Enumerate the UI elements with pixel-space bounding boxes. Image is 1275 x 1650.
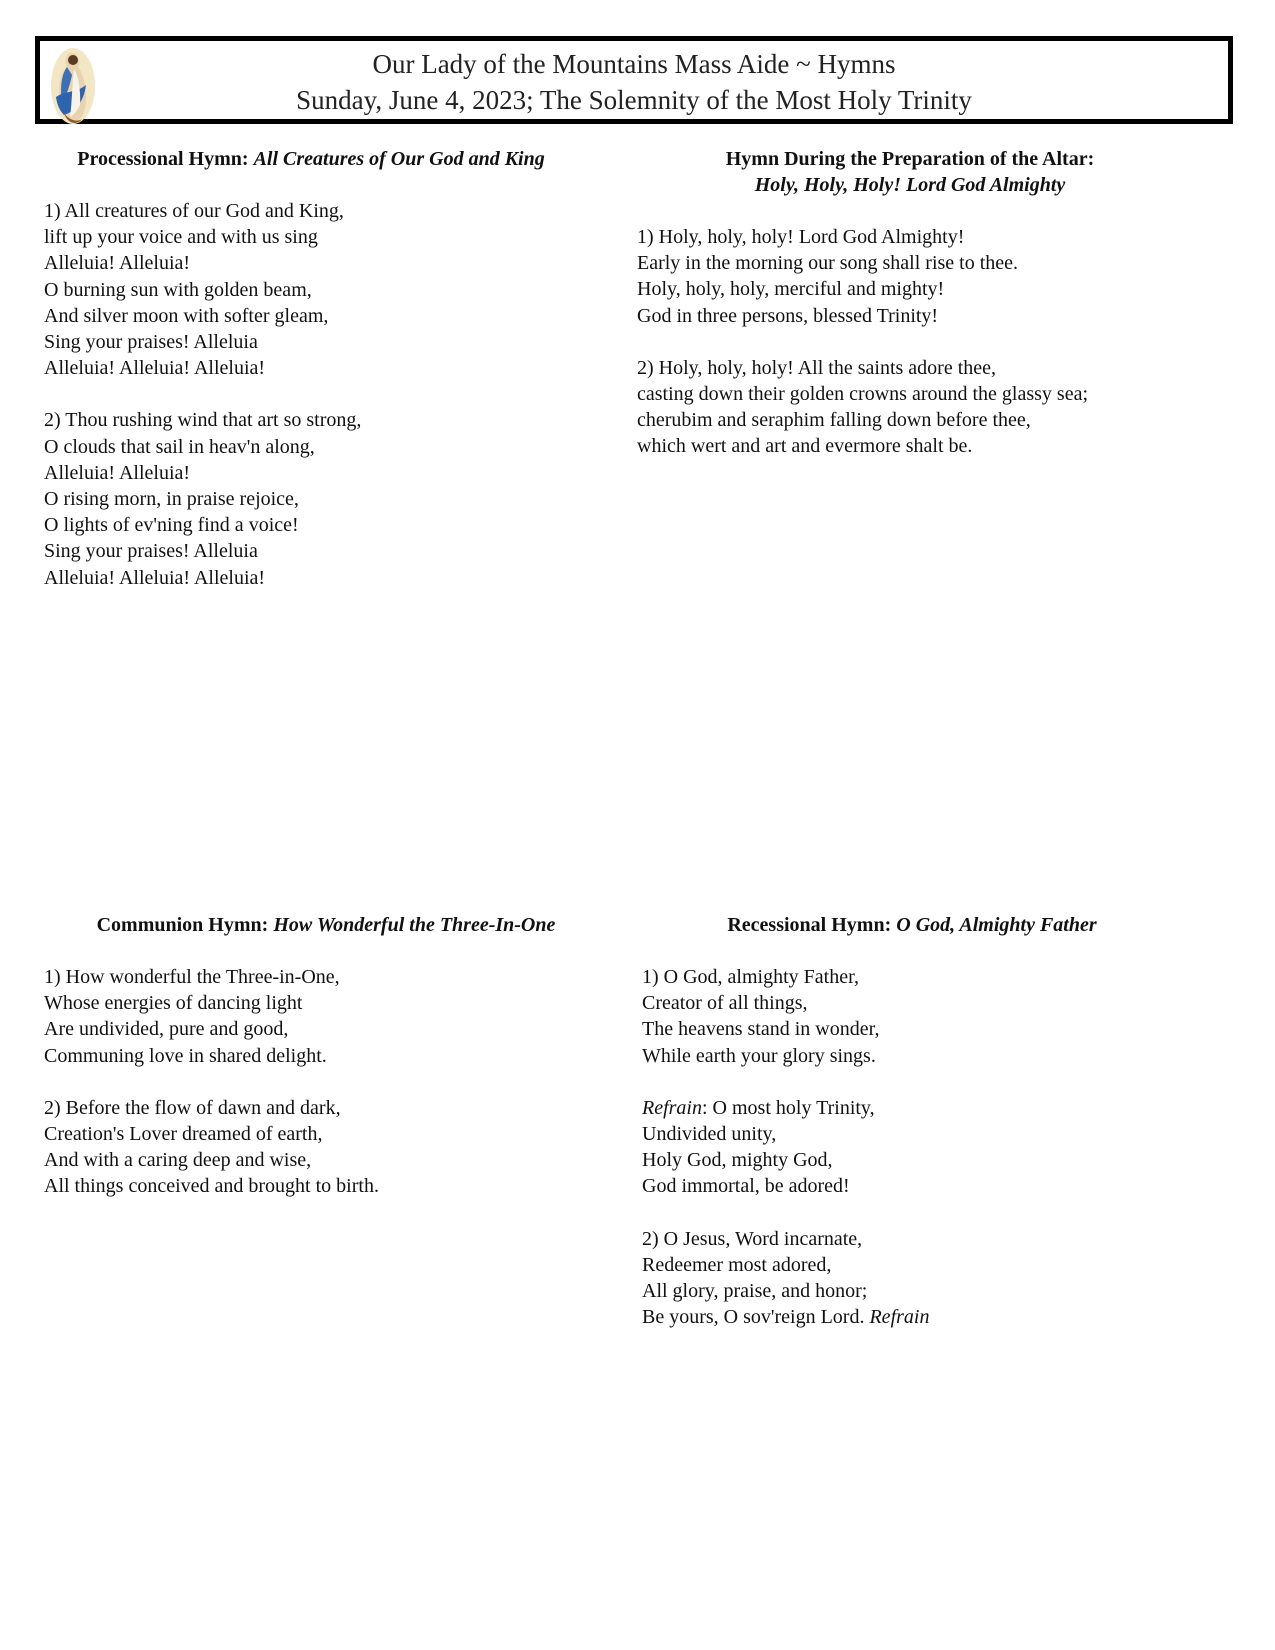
verse-line: 1) All creatures of our God and King, xyxy=(44,200,344,222)
communion-verse-1 xyxy=(44,964,604,1069)
verse-line: 2) Holy, holy, holy! All the saints adore thee, xyxy=(637,356,997,379)
preparation-verses xyxy=(637,224,1217,460)
verse-line: Creation's Lover dreamed of earth, xyxy=(44,1123,323,1146)
verse-line: lift up your voice and with us sing xyxy=(44,226,318,249)
preparation-hymn xyxy=(637,146,1217,460)
verse-line: Sing your praises! Alleluia xyxy=(44,331,258,354)
verse-line: 2) O Jesus, Word incarnate, xyxy=(642,1227,863,1250)
header-date: Sunday, June 4, 2023; The Solemnity of the Most Holy Trinity xyxy=(296,85,972,115)
processional-hymn-name: All Creatures of Our God and King xyxy=(253,148,545,170)
verse-line: All things conceived and brought to birth. xyxy=(44,1175,379,1198)
verse2-last-text: Be yours, O sov'reign Lord. xyxy=(642,1306,870,1329)
verse-line: Sing your praises! Alleluia xyxy=(44,540,258,563)
verse-line: O burning sun with golden beam, xyxy=(44,278,312,301)
processional-verse-1 xyxy=(44,198,564,381)
verse-line: Alleluia! Alleluia! xyxy=(44,252,191,275)
verse-line: O lights of ev'ning find a voice! xyxy=(44,514,299,537)
refrain-label: Refrain xyxy=(642,1096,702,1119)
verse-line: Communing love in shared delight. xyxy=(44,1044,327,1067)
verse-line: 1) Holy, holy, holy! Lord God Almighty! xyxy=(637,226,965,248)
refrain-first-text: : O most holy Trinity, xyxy=(702,1096,875,1119)
verse-line: While earth your glory sings. xyxy=(642,1044,876,1067)
communion-hymn-name: How Wonderful the Three-In-One xyxy=(273,914,556,936)
verse-line: Undivided unity, xyxy=(642,1123,777,1146)
verse-line: God immortal, be adored! xyxy=(642,1175,850,1198)
verse-line: The heavens stand in wonder, xyxy=(642,1018,880,1041)
communion-verse-2 xyxy=(44,1095,604,1200)
processional-verse-2 xyxy=(44,407,564,590)
preparation-verse-2 xyxy=(637,355,1217,460)
recessional-verse-1 xyxy=(642,964,1222,1069)
recessional-refrain xyxy=(642,1095,1222,1200)
verse-line: cherubim and seraphim falling down before thee, xyxy=(637,409,1031,432)
verse-line: Redeemer most adored, xyxy=(642,1253,832,1276)
verse-line: Alleluia! Alleluia! Alleluia! xyxy=(44,357,266,380)
header-box xyxy=(35,36,1233,124)
verse-line: Holy God, mighty God, xyxy=(642,1149,833,1172)
verse-line: And silver moon with softer gleam, xyxy=(44,304,329,327)
recessional-verses xyxy=(642,964,1222,1330)
recessional-label: Recessional Hymn: xyxy=(727,914,892,936)
verse-line: God in three persons, blessed Trinity! xyxy=(637,304,939,327)
verse-line: Holy, holy, holy, merciful and mighty! xyxy=(637,278,945,301)
recessional-verse-2 xyxy=(642,1226,1222,1331)
verse-line: And with a caring deep and wise, xyxy=(44,1149,312,1172)
verse-line: All glory, praise, and honor; xyxy=(642,1280,868,1303)
preparation-verse-1 xyxy=(637,224,1217,329)
verse-line: Creator of all things, xyxy=(642,992,808,1015)
communion-title xyxy=(44,912,596,938)
processional-label: Processional Hymn: xyxy=(77,148,249,170)
preparation-title xyxy=(637,146,1183,198)
verse-line: 2) Thou rushing wind that art so strong, xyxy=(44,409,362,432)
verse-line: Are undivided, pure and good, xyxy=(44,1018,289,1041)
verse-line: 1) O God, almighty Father, xyxy=(642,966,859,988)
header-title: Our Lady of the Mountains Mass Aide ~ Hymns xyxy=(372,49,896,79)
recessional-hymn-name: O God, Almighty Father xyxy=(896,914,1097,936)
processional-verses xyxy=(44,198,564,591)
verse-line: which wert and art and evermore shalt be. xyxy=(637,435,973,458)
communion-verses xyxy=(44,964,604,1200)
verse-line: casting down their golden crowns around the glassy sea; xyxy=(637,383,1089,406)
communion-label: Communion Hymn: xyxy=(96,914,269,936)
refrain-first-line xyxy=(642,1095,1222,1121)
recessional-hymn xyxy=(642,912,1222,1330)
processional-title xyxy=(44,146,564,172)
recessional-title xyxy=(642,912,1182,938)
verse-line: Whose energies of dancing light xyxy=(44,992,303,1015)
verse-line: O rising morn, in praise rejoice, xyxy=(44,488,299,511)
communion-hymn xyxy=(44,912,604,1200)
processional-hymn xyxy=(44,146,564,591)
preparation-label: Hymn During the Preparation of the Altar: xyxy=(725,148,1095,170)
verse-line: 2) Before the flow of dawn and dark, xyxy=(44,1096,341,1119)
verse-line: 1) How wonderful the Three-in-One, xyxy=(44,966,340,988)
verse-line: O clouds that sail in heav'n along, xyxy=(44,435,315,458)
refrain-reference: Refrain xyxy=(869,1306,930,1329)
verse-line: Early in the morning our song shall rise to thee. xyxy=(637,252,1019,275)
verse-last-line xyxy=(642,1304,1222,1330)
verse-line: Alleluia! Alleluia! xyxy=(44,461,191,484)
preparation-hymn-name: Holy, Holy, Holy! Lord God Almighty xyxy=(754,174,1066,196)
verse-line: Alleluia! Alleluia! Alleluia! xyxy=(44,566,266,589)
